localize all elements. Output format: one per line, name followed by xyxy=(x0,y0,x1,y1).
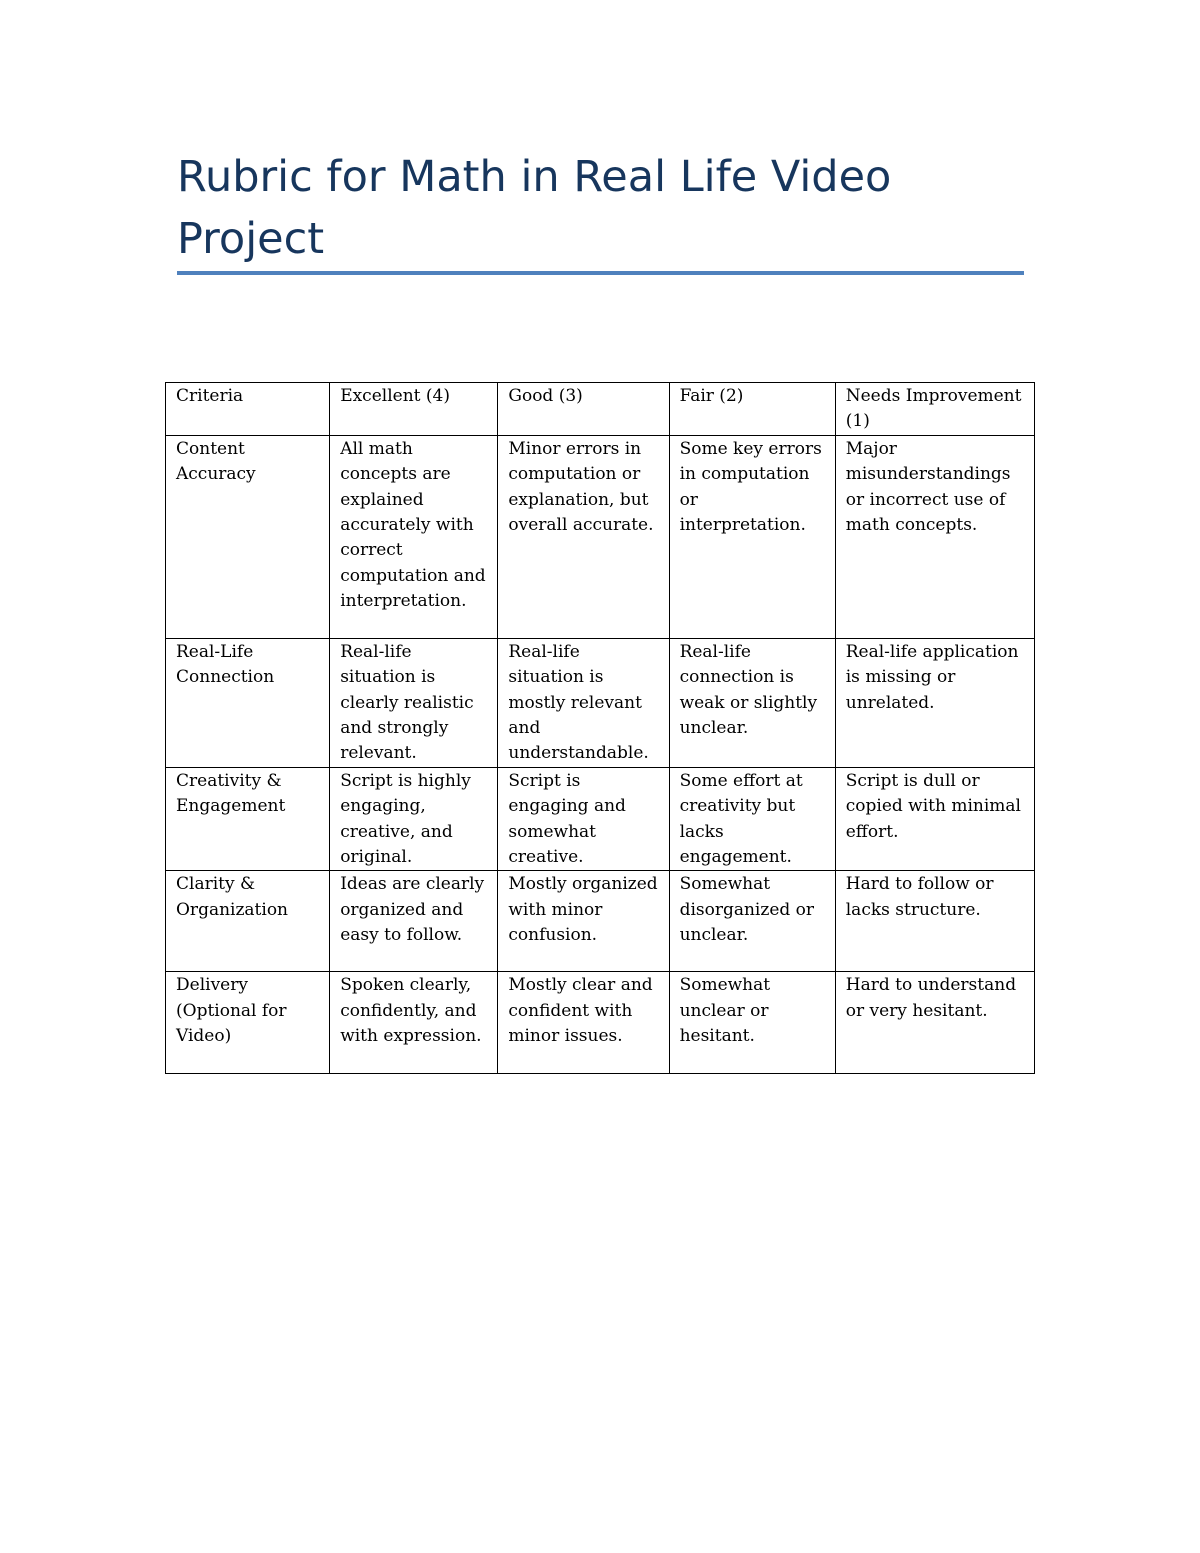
excellent-cell: Spoken clearly, confidently, and with expression. xyxy=(330,972,498,1074)
excellent-cell: Ideas are clearly organized and easy to follow. xyxy=(330,871,498,972)
criteria-cell: Content Accuracy xyxy=(166,435,330,638)
table-row xyxy=(166,871,1035,972)
needs-improvement-cell: Major misunderstandings or incorrect use of math concepts. xyxy=(835,435,1034,638)
good-cell: Mostly organized with minor confusion. xyxy=(498,871,669,972)
header-cell-excellent: Excellent (4) xyxy=(330,383,498,436)
good-cell: Script is engaging and somewhat creative. xyxy=(498,767,669,871)
needs-improvement-cell: Hard to understand or very hesitant. xyxy=(835,972,1034,1074)
rubric-table xyxy=(165,382,1035,1074)
header-cell-needs-improvement: Needs Improvement (1) xyxy=(835,383,1034,436)
header-cell-good: Good (3) xyxy=(498,383,669,436)
fair-cell: Some effort at creativity but lacks engagement. xyxy=(669,767,835,871)
good-cell: Mostly clear and confident with minor issues. xyxy=(498,972,669,1074)
needs-improvement-cell: Real-life application is missing or unrelated. xyxy=(835,638,1034,767)
needs-improvement-cell: Script is dull or copied with minimal effort. xyxy=(835,767,1034,871)
header-cell-fair: Fair (2) xyxy=(669,383,835,436)
title-underline xyxy=(177,271,1024,275)
header-cell-criteria: Criteria xyxy=(166,383,330,436)
fair-cell: Somewhat disorganized or unclear. xyxy=(669,871,835,972)
fair-cell: Somewhat unclear or hesitant. xyxy=(669,972,835,1074)
criteria-cell: Creativity & Engagement xyxy=(166,767,330,871)
table-row xyxy=(166,435,1035,638)
fair-cell: Some key errors in computation or interpretation. xyxy=(669,435,835,638)
table-row xyxy=(166,767,1035,871)
criteria-cell: Real-Life Connection xyxy=(166,638,330,767)
excellent-cell: Real-life situation is clearly realistic and strongly relevant. xyxy=(330,638,498,767)
needs-improvement-cell: Hard to follow or lacks structure. xyxy=(835,871,1034,972)
criteria-cell: Clarity & Organization xyxy=(166,871,330,972)
excellent-cell: All math concepts are explained accurately with correct computation and interpretation. xyxy=(330,435,498,638)
good-cell: Minor errors in computation or explanation, but overall accurate. xyxy=(498,435,669,638)
criteria-cell: Delivery (Optional for Video) xyxy=(166,972,330,1074)
excellent-cell: Script is highly engaging, creative, and original. xyxy=(330,767,498,871)
table-header-row xyxy=(166,383,1035,436)
page-title: Rubric for Math in Real Life Video Project xyxy=(177,152,892,264)
table-row xyxy=(166,638,1035,767)
table-row xyxy=(166,972,1035,1074)
good-cell: Real-life situation is mostly relevant and understandable. xyxy=(498,638,669,767)
fair-cell: Real-life connection is weak or slightly unclear. xyxy=(669,638,835,767)
